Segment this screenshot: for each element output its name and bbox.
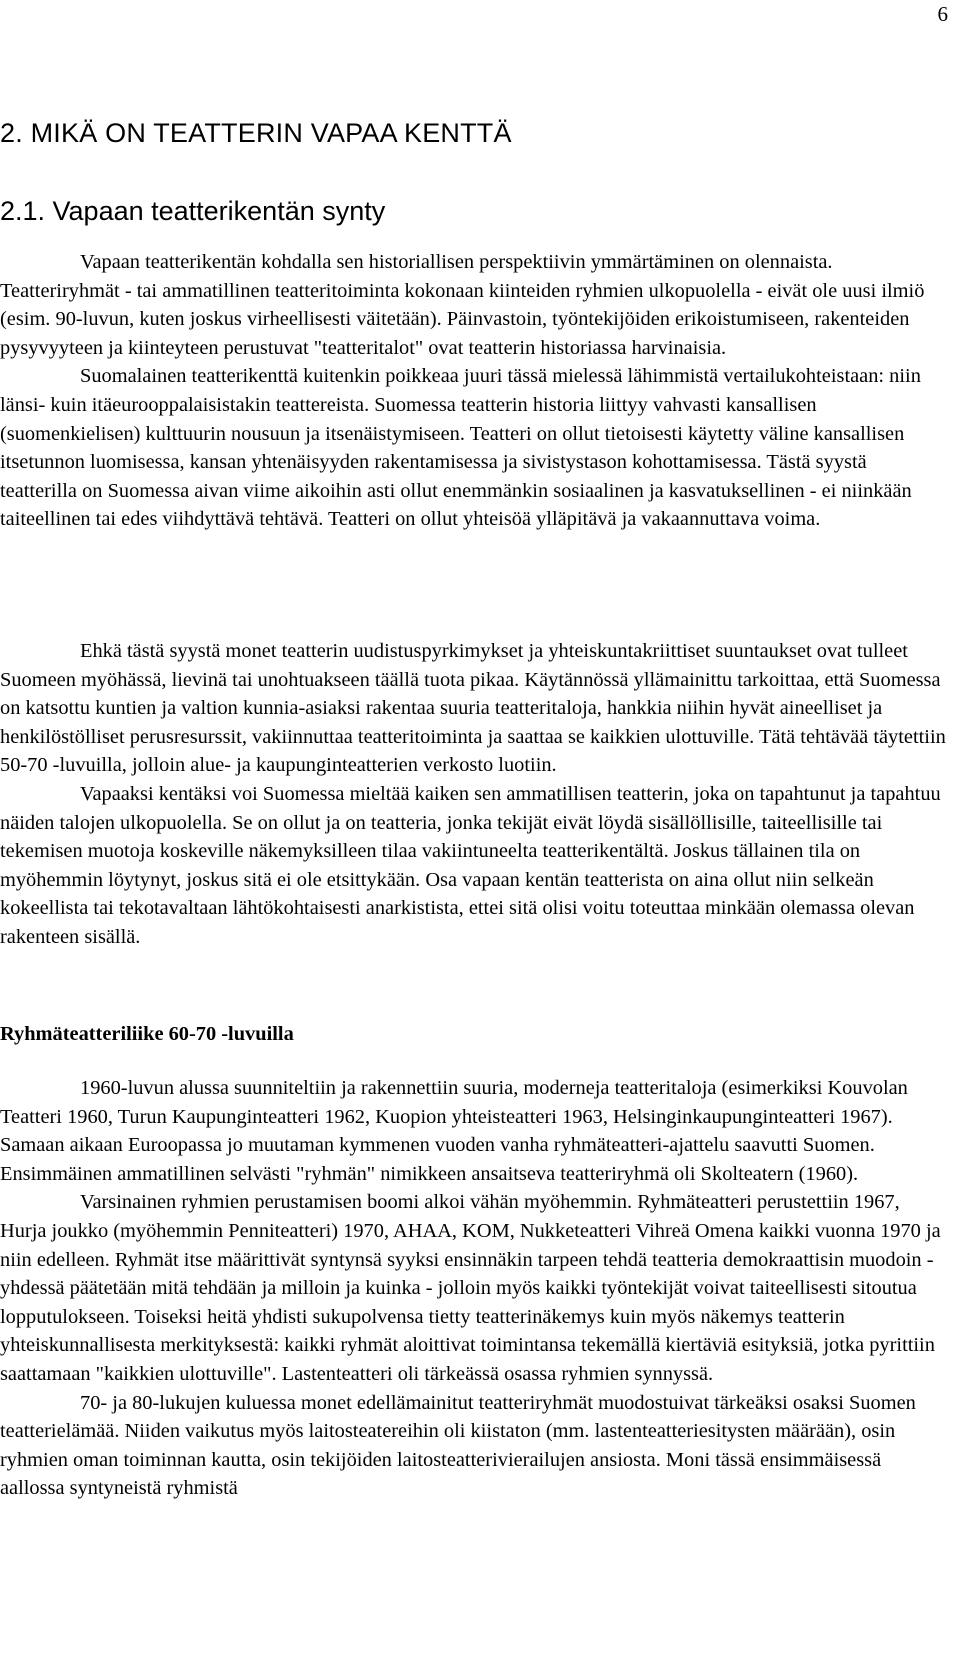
text-block-group-theatre <box>0 1074 948 1503</box>
page-number: 6 <box>937 2 948 26</box>
paragraph: Suomalainen teatterikenttä kuitenkin poikkeaa juuri tässä mielessä lähimmistä vertailukohteistaan: niin länsi- kuin itäeurooppalaisistakin teattereista. Suomessa teatterin historia liittyy vahvasti kansallisen (suomenkielisen) kulttuurin nousuun ja itsenäistymiseen. Teatteri on ollut tietoisesti käytetty väline kansallisen itsetunnon luomisessa, kansan yhtenäisyyden rakentamisessa ja sivistystason kohottamisessa. Tästä syystä teatterilla on Suomessa aivan viime aikoihin asti ollut enemmänkin sosiaalinen ja kasvatuksellinen - ei niinkään taiteellinen tai edes viihdyttävä tehtävä. Teatteri on ollut yhteisöä ylläpitävä ja vakaannuttava voima. <box>0 365 921 531</box>
paragraph: Vapaaksi kentäksi voi Suomessa mieltää kaiken sen ammatillisen teatterin, joka on tapahtunut ja tapahtuu näiden talojen ulkopuolella. Se on ollut ja on teatteria, jonka tekijät eivät löydä sisällöllisille, taiteellisille tai tekemisen muotoja koskeville näkemyksilleen tilaa vakiintuneelta teatterikentältä. Joskus tällainen tila on myöhemmin löytynyt, joskus sitä ei ole etsittykään. Osa vapaan kentän teatterista on aina ollut niin selkeän kokeellista tai tekotavaltaan lähtökohtaisesti anarkistista, ettei sitä olisi voitu toteuttaa minkään olemassa olevan rakenteen sisällä. <box>0 782 941 948</box>
paragraph: Ehkä tästä syystä monet teatterin uudistuspyrkimykset ja yhteiskuntakriittiset suuntaukset ovat tulleet Suomeen myöhässä, lievinä tai unohtuakseen täällä tuota pikaa. Käytännössä yllämainittu tarkoittaa, että Suomessa on katsottu kuntien ja valtion kunnia-asiaksi rakentaa suuria teatteritaloja, hankkia niihin hyvät aineelliset ja henkilöstölliset perusresurssit, vakiinnuttaa teatteritoiminta ja saattaa se kaikkien ulottuville. Tätä tehtävää täytettiin 50-70 -luvuilla, jolloin alue- ja kaupunginteatterien verkosto luotiin. <box>0 640 946 777</box>
text-block-free-field <box>0 637 948 952</box>
chapter-heading: 2. MIKÄ ON TEATTERIN VAPAA KENTTÄ <box>0 118 512 148</box>
section-heading: 2.1. Vapaan teatterikentän synty <box>0 196 386 226</box>
text-block-intro <box>0 248 948 534</box>
paragraph: Varsinainen ryhmien perustamisen boomi alkoi vähän myöhemmin. Ryhmäteatteri perustettiin 1967, Hurja joukko (myöhemmin Penniteatteri) 1970, AHAA, KOM, Nukketeatteri Vihreä Omena kaikki vuonna 1970 ja niin edelleen. Ryhmät itse määrittivät syntynsä syyksi ensinnäkin tarpeen tehdä teatteria demokraattisin muodoin - yhdessä päätetään mitä tehdään ja milloin ja kuinka - jolloin myös kaikki työntekijät voivat taiteellisesti sitoutua lopputulokseen. Toiseksi heitä yhdisti sukupolvensa tietty teatterinäkemys kuin myös näkemys teatterin yhteiskunnallisesta merkityksestä: kaikki ryhmät aloittivat toimintansa tekemällä kiertäviä esityksiä, jotka pyrittiin saattamaan "kaikkien ulottuville". Lastenteatteri oli tärkeässä osassa ryhmien synnyssä. <box>0 1191 941 1385</box>
paragraph: 70- ja 80-lukujen kuluessa monet edellämainitut teatteriryhmät muodostuivat tärkeäksi osaksi Suomen teatterielämää. Niiden vaikutus myös laitosteatereihin oli kiistaton (mm. lastenteatteriesitysten määrään), osin ryhmien oman toiminnan kautta, osin tekijöiden laitosteatterivierailujen ansiosta. Moni tässä ensimmäisessä aallossa syntyneistä ryhmistä <box>0 1391 916 1500</box>
paragraph: 1960-luvun alussa suunniteltiin ja rakennettiin suuria, moderneja teatteritaloja (esimerkiksi Kouvolan Teatteri 1960, Turun Kaupunginteatteri 1962, Kuopion yhteisteatteri 1963, Helsinginkaupunginteatteri 1967). Samaan aikaan Euroopassa jo muutaman kymmenen vuoden vanha ryhmäteatteri-ajattelu saavutti Suomen. Ensimmäinen ammatillinen selvästi "ryhmän" nimikkeen ansaitseva teatteriryhmä oli Skolteatern (1960). <box>0 1077 908 1185</box>
paragraph: Vapaan teatterikentän kohdalla sen historiallisen perspektiivin ymmärtäminen on olennaista. Teatteriryhmät - tai ammatillinen teatteritoiminta kokonaan kiinteiden ryhmien ulkopuolella - eivät ole uusi ilmiö (esim. 90-luvun, kuten joskus virheellisesti väitetään). Päinvastoin, työntekijöiden erikoistumiseen, rakenteiden pysyvyyteen ja kiinteyteen perustuvat "teatteritalot" ovat teatterin historiassa harvinaisia. <box>0 251 925 359</box>
subsection-title: Ryhmäteatteriliike 60-70 -luvuilla <box>0 1023 294 1045</box>
